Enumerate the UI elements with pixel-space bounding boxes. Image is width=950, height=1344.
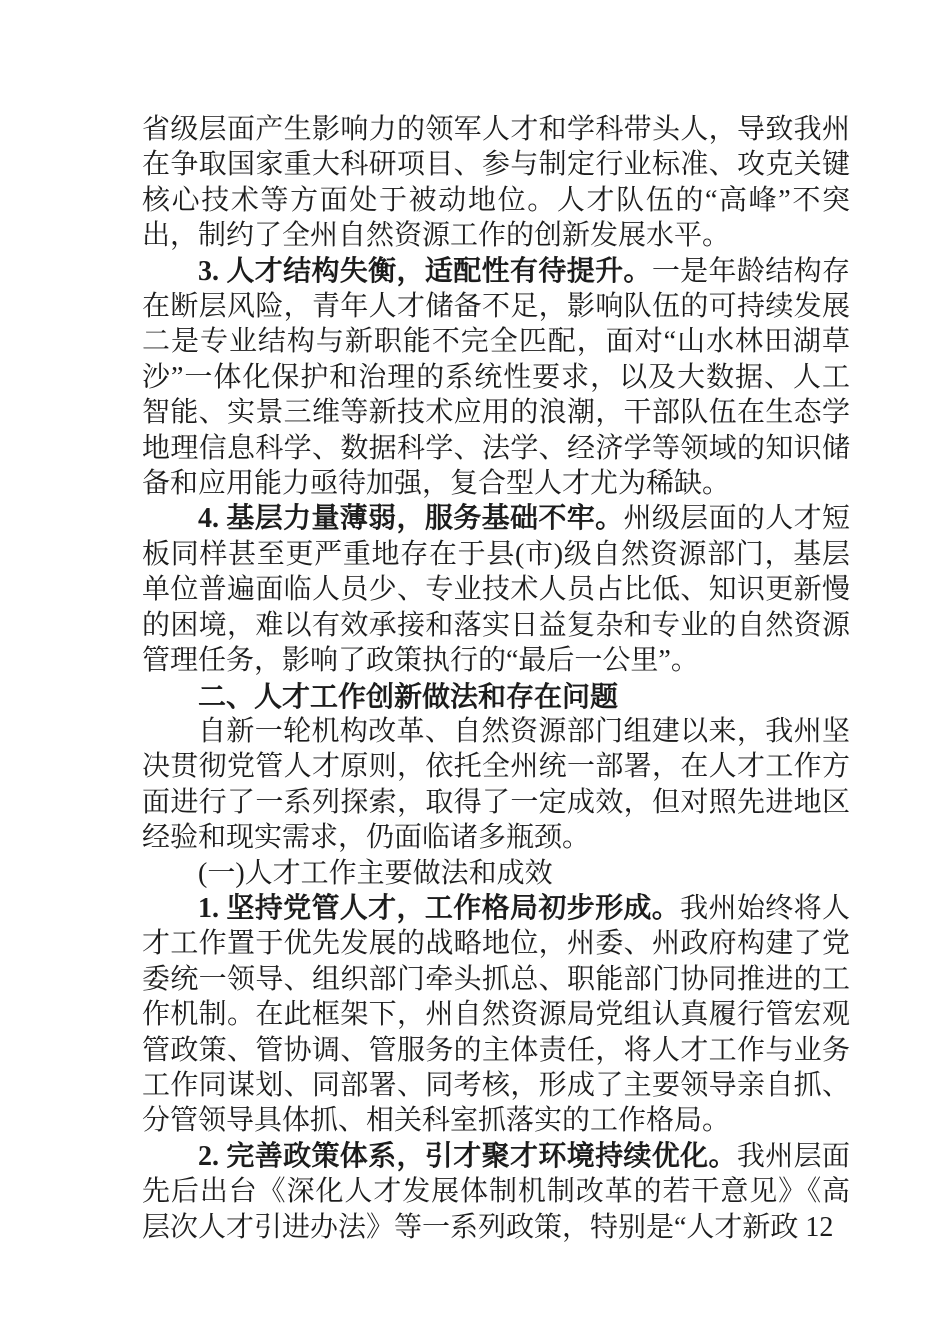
paragraph-continuation (142, 112, 850, 254)
paragraph-text: 自新一轮机构改革、自然资源部门组建以来，我州坚决贯彻党管人才原则，依托全州统一部署，在人才工作方面进行了一系列探索，取得了一定成效，但对照先进地区经验和现实需求，仍面临诸多瓶颈。 (142, 715, 850, 854)
paragraph-point-1 (142, 891, 850, 1139)
paragraph-text: 省级层面产生影响力的领军人才和学科带头人，导致我州在争取国家重大科研项目、参与制定行业标准、攻克关键核心技术等方面处于被动地位。人才队伍的“高峰”不突出，制约了全州自然资源工作的创新发展水平。 (142, 114, 850, 252)
point-2-lead: 2. 完善政策体系，引才聚才环境持续优化。 (198, 1140, 737, 1172)
paragraph-text: 州级层面的人才短板同样甚至更严重地存在于县(市)级自然资源部门，基层单位普遍面临人员少、专业技术人员占比低、知识更新慢的困境，难以有效承接和落实日益复杂和专业的自然资源管理任务，影响了政策执行的“最后一公里”。 (142, 503, 850, 677)
paragraph-text: 我州层面先后出台《深化人才发展体制机制改革的若干意见》《高层次人才引进办法》等一系列政策，特别是“人才新政 12 (142, 1140, 850, 1243)
paragraph-point-2 (142, 1139, 850, 1245)
section-heading-text: 二、人才工作创新做法和存在问题 (198, 680, 619, 712)
paragraph-section-intro (142, 714, 850, 856)
paragraph-point-3 (142, 254, 850, 502)
subsection-heading-text: (一)人才工作主要做法和成效 (198, 857, 553, 889)
paragraph-text: 我州始终将人才工作置于优先发展的战略地位，州委、州政府构建了党委统一领导、组织部门牵头抓总、职能部门协同推进的工作机制。在此框架下，州自然资源局党组认真履行管宏观管政策、管协调、管服务的主体责任，将人才工作与业务工作同谋划、同部署、同考核，形成了主要领导亲自抓、分管领导具体抓、相关科室抓落实的工作格局。 (142, 892, 850, 1137)
document-body (142, 112, 850, 1245)
point-1-lead: 1. 坚持党管人才，工作格局初步形成。 (198, 892, 681, 924)
point-4-lead: 4. 基层力量薄弱，服务基础不牢。 (198, 503, 624, 535)
subsection-heading (142, 856, 850, 891)
paragraph-point-4 (142, 501, 850, 678)
paragraph-text: 一是年龄结构存在断层风险，青年人才储备不足，影响队伍的可持续发展二是专业结构与新职能不完全匹配，面对“山水林田湖草沙”一体化保护和治理的系统性要求，以及大数据、人工智能、实景三维等新技术应用的浪潮，干部队伍在生态学地理信息科学、数据科学、法学、经济学等领域的知识储备和应用能力亟待加强，复合型人才尤为稀缺。 (142, 255, 850, 500)
section-heading (142, 679, 850, 714)
point-3-lead: 3. 人才结构失衡，适配性有待提升。 (198, 255, 652, 287)
